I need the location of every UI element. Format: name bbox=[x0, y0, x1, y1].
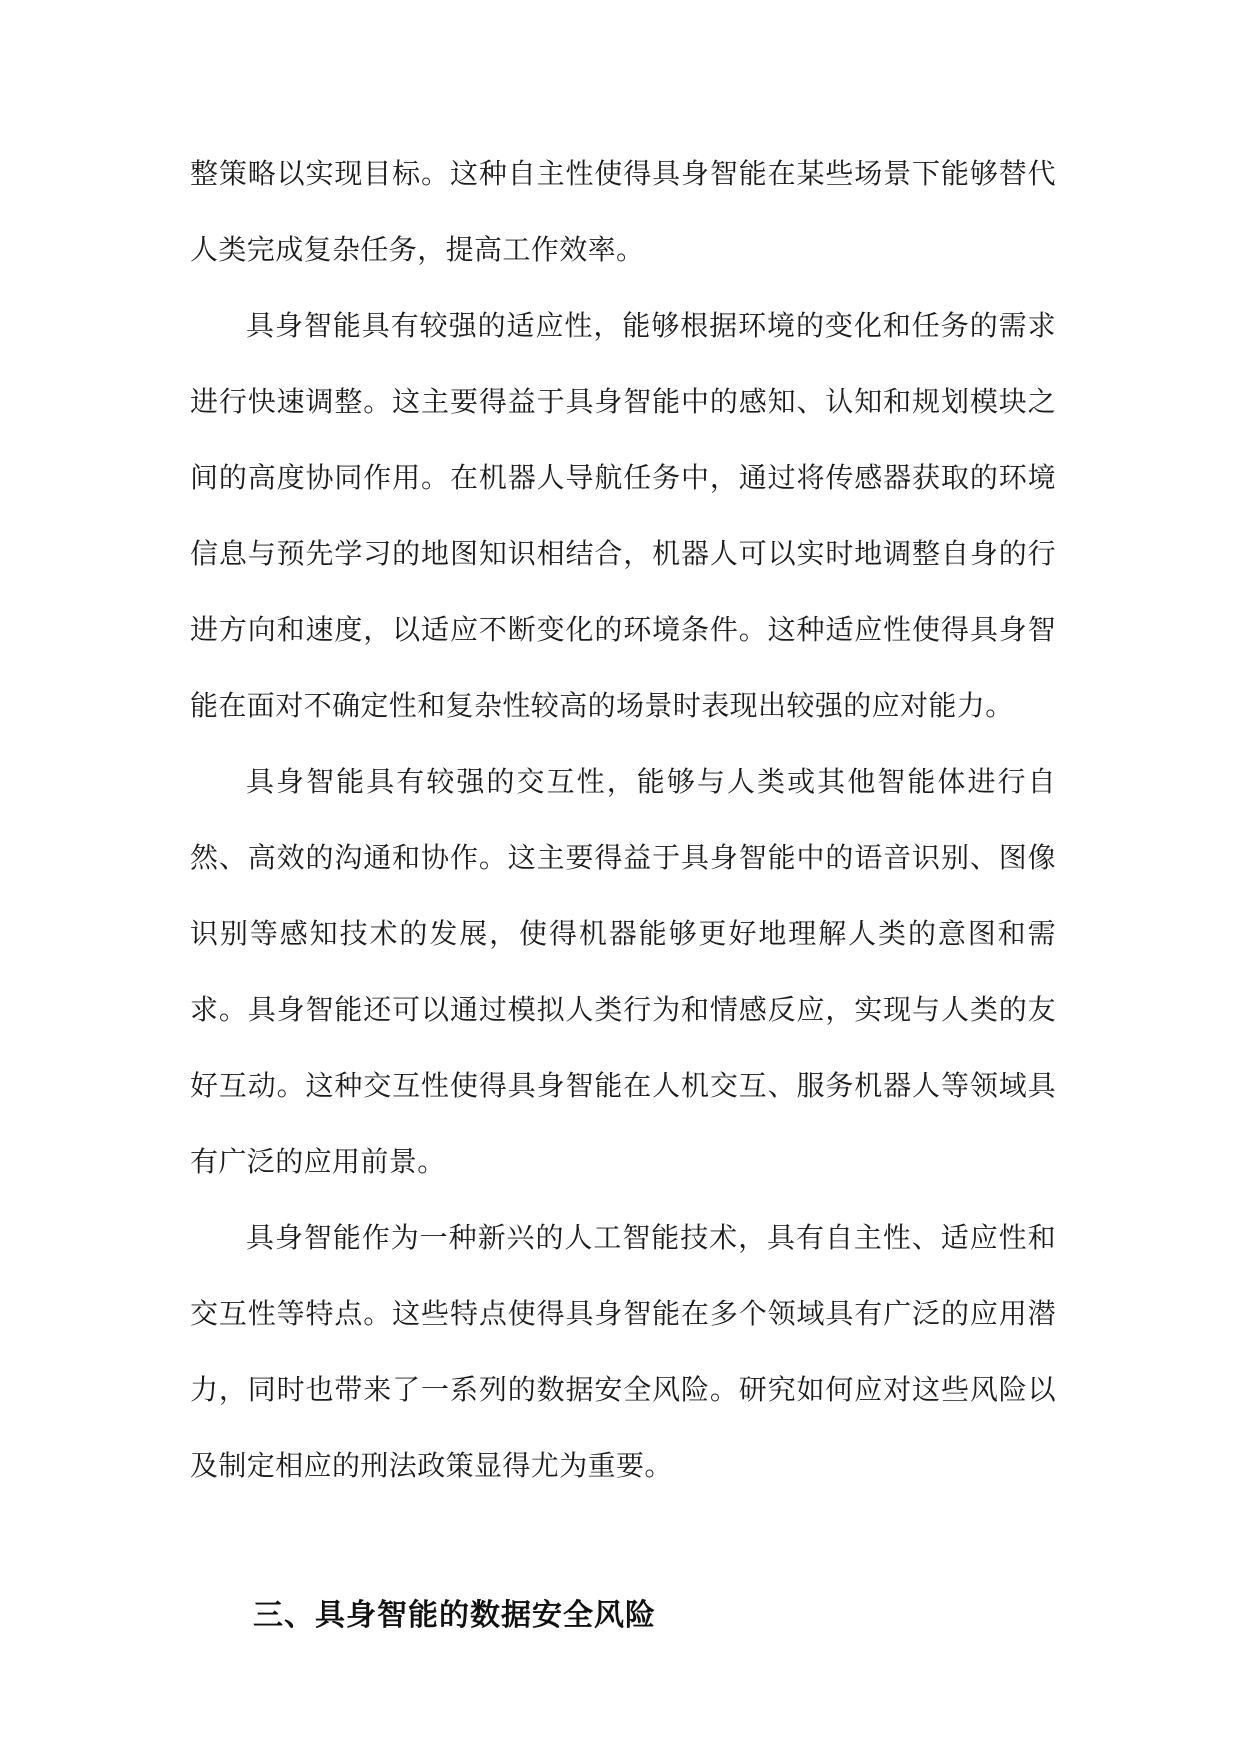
section-heading: 三、具身智能的数据安全风险 bbox=[253, 1598, 656, 1633]
paragraph-interactivity: 具身智能具有较强的交互性，能够与人类或其他智能体进行自然、高效的沟通和协作。这主要得益于具身智能中的语音识别、图像识别等感知技术的发展，使得机器能够更好地理解人类的意图和需求。具身智能还可以通过模拟人类行为和情感反应，实现与人类的友好互动。这种交互性使得具身智能在人机交互、服务机器人等领域具有广泛的应用前景。 bbox=[190, 765, 1056, 1178]
body-text bbox=[190, 136, 1056, 1504]
paragraph-summary: 具身智能作为一种新兴的人工智能技术，具有自主性、适应性和交互性等特点。这些特点使得具身智能在多个领域具有广泛的应用潜力，同时也带来了一系列的数据安全风险。研究如何应对这些风险以及制定相应的刑法政策显得尤为重要。 bbox=[190, 1221, 1056, 1482]
paragraph-continuation: 整策略以实现目标。这种自主性使得具身智能在某些场景下能够替代人类完成复杂任务，提高工作效率。 bbox=[190, 157, 1056, 266]
paragraph-adaptability: 具身智能具有较强的适应性，能够根据环境的变化和任务的需求进行快速调整。这主要得益于具身智能中的感知、认知和规划模块之间的高度协同作用。在机器人导航任务中，通过将传感器获取的环境信息与预先学习的地图知识相结合，机器人可以实时地调整自身的行进方向和速度，以适应不断变化的环境条件。这种适应性使得具身智能在面对不确定性和复杂性较高的场景时表现出较强的应对能力。 bbox=[190, 309, 1056, 722]
